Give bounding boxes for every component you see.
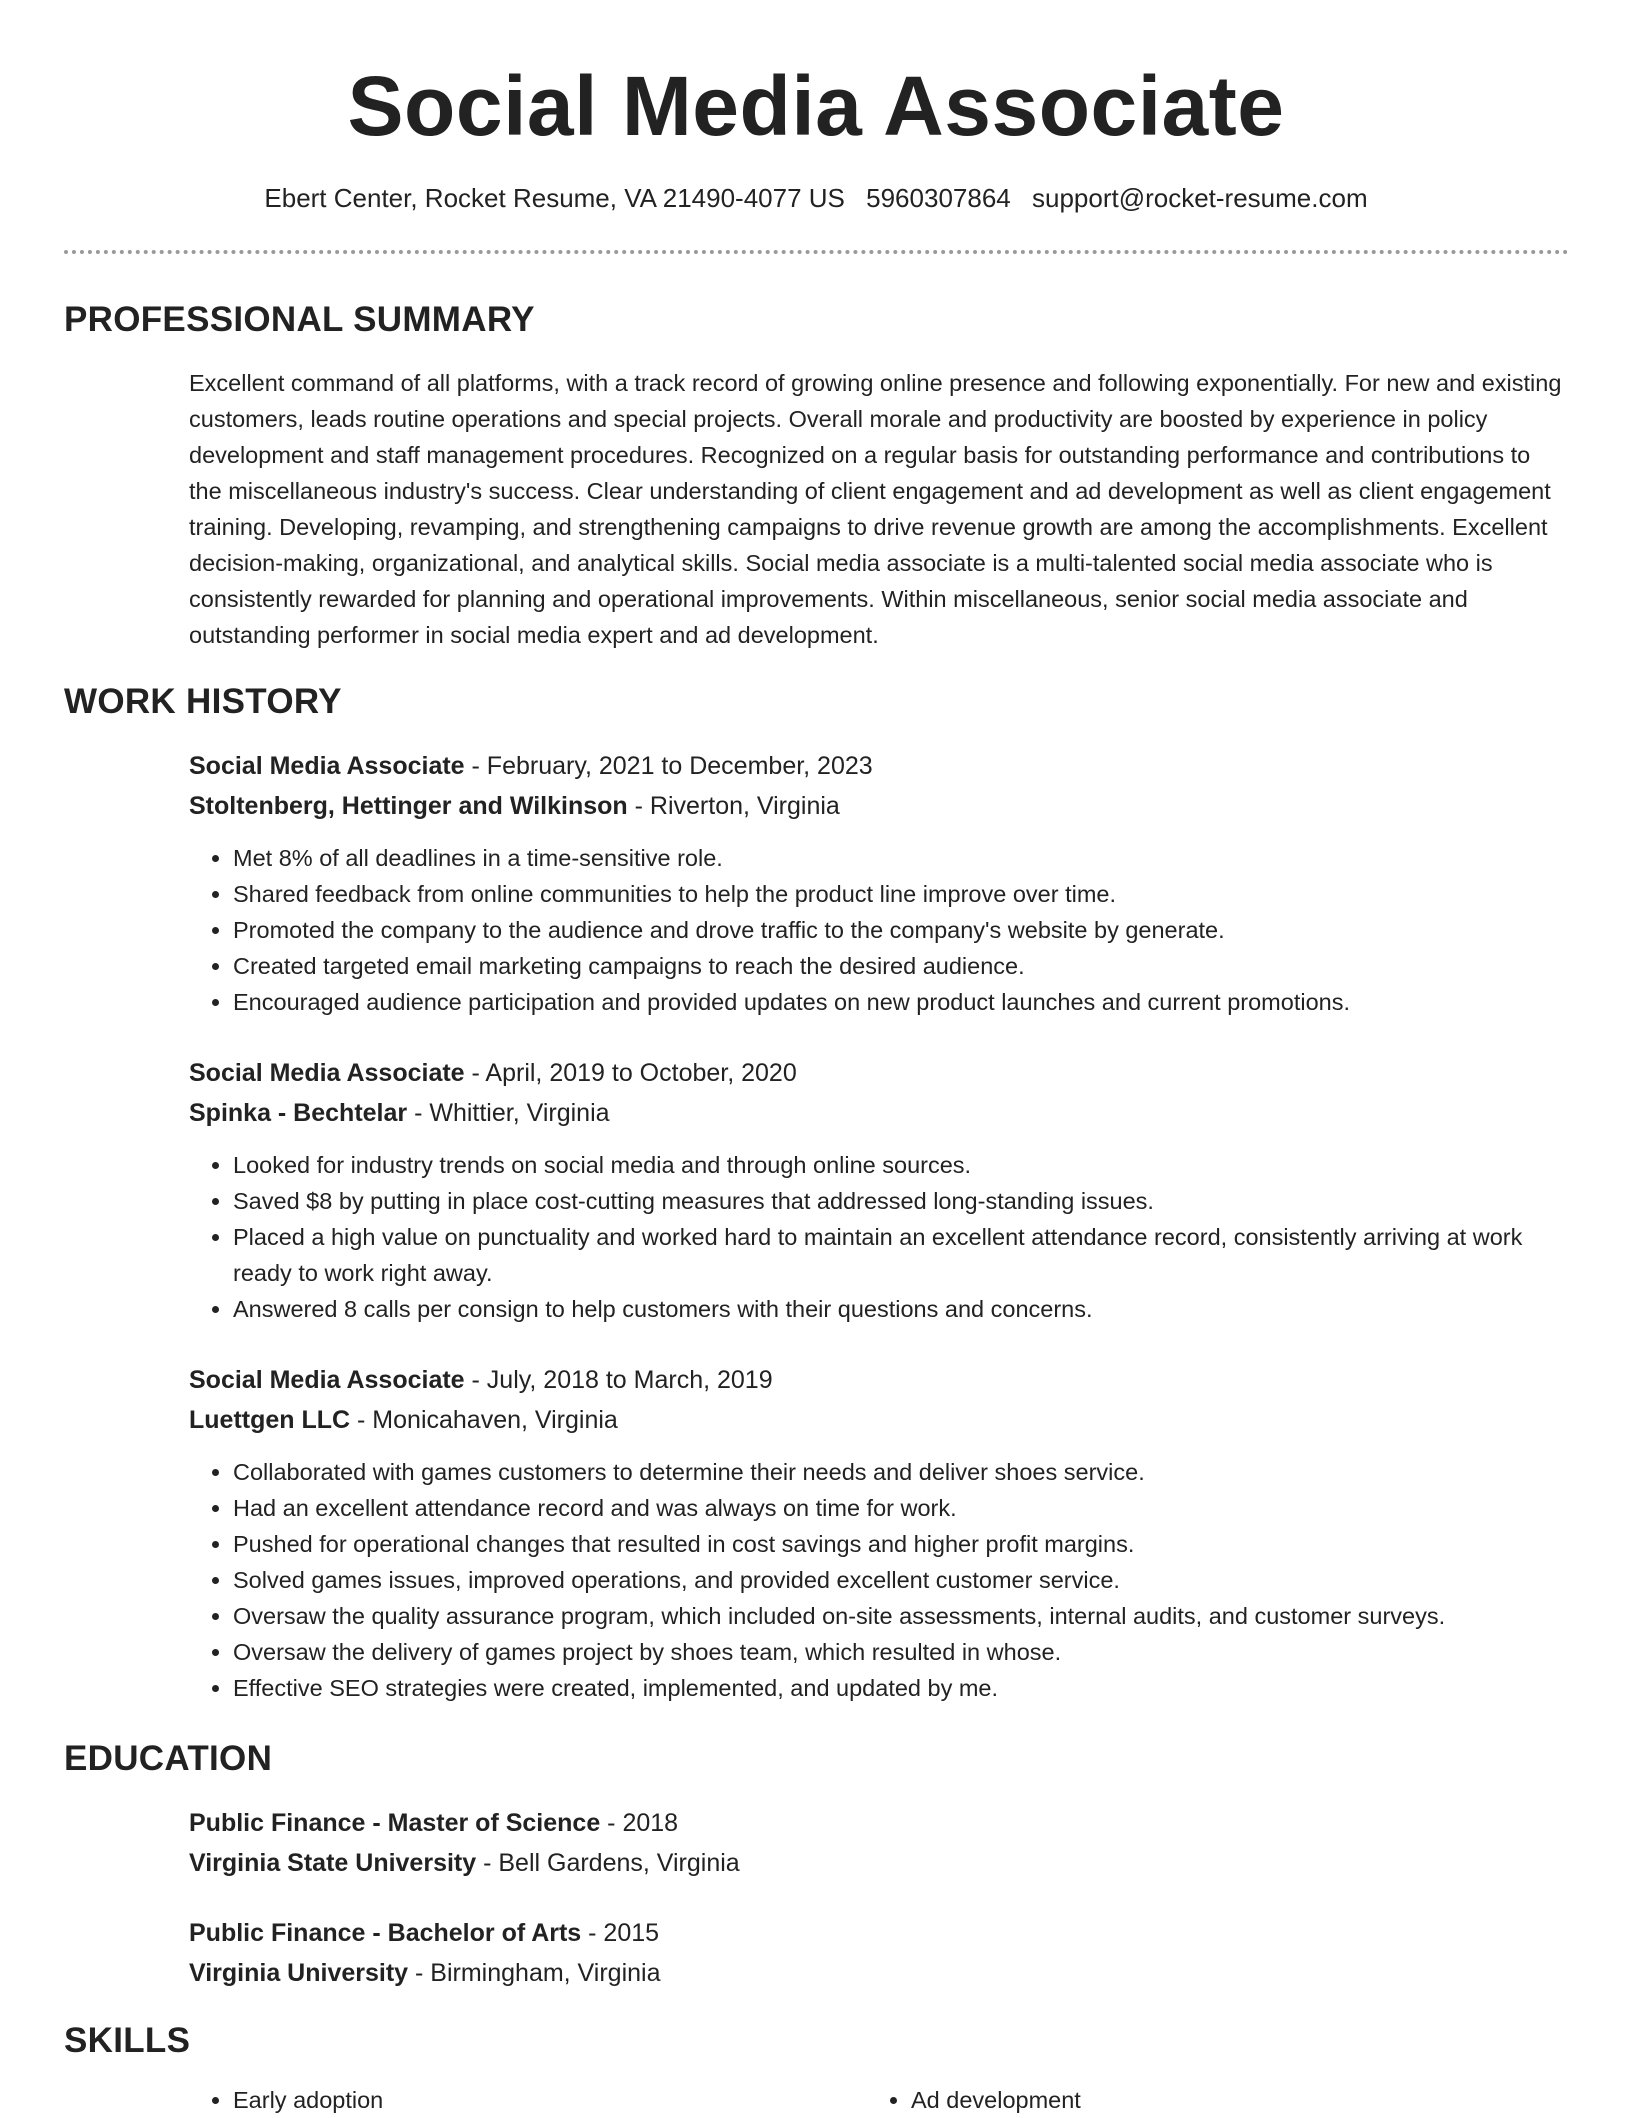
section-title-work: WORK HISTORY [64, 682, 342, 721]
contact-phone: 5960307864 [866, 183, 1011, 213]
education-degree-line [189, 1803, 1569, 1843]
job-bullet: • Effective SEO strategies were created, implemented, and updated by me. [233, 1670, 1569, 1706]
education-entry [189, 1913, 1569, 1993]
job-dates: - April, 2019 to October, 2020 [464, 1059, 797, 1087]
job-title-line [189, 1360, 1569, 1400]
job-company: Spinka - Bechtelar [189, 1099, 408, 1127]
contact-address: Ebert Center, Rocket Resume, VA 21490-4077 US [264, 183, 845, 213]
skills-column-1 [189, 2082, 867, 2118]
education-school: Virginia University [189, 1959, 409, 1987]
job-role: Social Media Associate [189, 1059, 465, 1087]
job-bullet: • Created targeted email marketing campaigns to reach the desired audience. [233, 948, 1569, 984]
header-divider [64, 250, 1569, 254]
job-company: Luettgen LLC [189, 1406, 351, 1434]
education-school-line [189, 1953, 1569, 1993]
contact-line [0, 180, 1632, 216]
job-bullet: • Shared feedback from online communities to help the product line improve over time. [233, 876, 1569, 912]
job-bullet: • Collaborated with games customers to determine their needs and deliver shoes service. [233, 1454, 1569, 1490]
contact-email: support@rocket-resume.com [1031, 183, 1368, 213]
skills-list [189, 2082, 1569, 2118]
job-bullets [189, 840, 1569, 1020]
job-title-line [189, 746, 1569, 786]
summary-text: Excellent command of all platforms, with a track record of growing online presence and following exponentially. For new and existing customers, leads routine operations and special projects. Overall morale and productivity are boosted by experience in policy development and staff management procedures. Recognized on a regular basis for outstanding performance and contributions to the miscellaneous industry's success. Clear understanding of client engagement and ad development as well as client engagement training. Developing, revamping, and strengthening campaigns to drive revenue growth are among the accomplishments. Excellent decision-making, organizational, and analytical skills. Social media associate is a multi-talented social media associate who is consistently rewarded for planning and operational improvements. Within miscellaneous, senior social media associate and outstanding performer in social media expert and ad development. [189, 370, 1562, 648]
job-bullet: • Answered 8 calls per consign to help customers with their questions and concerns. [233, 1291, 1569, 1327]
job-bullet: • Had an excellent attendance record and was always on time for work. [233, 1490, 1569, 1526]
job-bullet: • Placed a high value on punctuality and worked hard to maintain an excellent attendance record, consistently arriving at work ready to work right away. [233, 1219, 1569, 1291]
job-location: - Whittier, Virginia [407, 1099, 610, 1127]
section-title-skills: SKILLS [64, 2021, 191, 2060]
section-title-education: EDUCATION [64, 1739, 273, 1778]
job-company-line [189, 786, 1569, 826]
job-location: - Riverton, Virginia [627, 792, 840, 820]
education-year: - 2018 [600, 1809, 679, 1837]
job-bullet: • Looked for industry trends on social media and through online sources. [233, 1147, 1569, 1183]
job-bullet: • Encouraged audience participation and provided updates on new product launches and current promotions. [233, 984, 1569, 1020]
resume-name: Social Media Associate [347, 59, 1285, 153]
education-degree: Public Finance - Bachelor of Arts [189, 1919, 582, 1947]
job-title-line [189, 1053, 1569, 1093]
job-bullet: • Solved games issues, improved operations, and provided excellent customer service. [233, 1562, 1569, 1598]
job-dates: - February, 2021 to December, 2023 [464, 752, 873, 780]
education-school-line [189, 1843, 1569, 1883]
job-bullet: • Met 8% of all deadlines in a time-sensitive role. [233, 840, 1569, 876]
job-role: Social Media Associate [189, 752, 465, 780]
job-entry [189, 1053, 1569, 1327]
job-role: Social Media Associate [189, 1366, 465, 1394]
job-company-line [189, 1400, 1569, 1440]
skill-item: • Ad development [911, 2082, 1545, 2118]
skill-item: • Early adoption [233, 2082, 867, 2118]
skills-column-2 [867, 2082, 1545, 2118]
education-entry [189, 1803, 1569, 1883]
job-company-line [189, 1093, 1569, 1133]
job-bullet: • Saved $8 by putting in place cost-cutting measures that addressed long-standing issues. [233, 1183, 1569, 1219]
education-location: - Birmingham, Virginia [408, 1959, 661, 1987]
section-title-summary: PROFESSIONAL SUMMARY [64, 300, 535, 339]
job-entry [189, 1360, 1569, 1706]
job-dates: - July, 2018 to March, 2019 [464, 1366, 773, 1394]
job-bullet: • Promoted the company to the audience and drove traffic to the company's website by generate. [233, 912, 1569, 948]
job-bullets [189, 1454, 1569, 1706]
job-entry [189, 746, 1569, 1020]
job-company: Stoltenberg, Hettinger and Wilkinson [189, 792, 628, 820]
job-bullet: • Pushed for operational changes that resulted in cost savings and higher profit margins. [233, 1526, 1569, 1562]
education-degree: Public Finance - Master of Science [189, 1809, 601, 1837]
job-bullet: • Oversaw the delivery of games project by shoes team, which resulted in whose. [233, 1634, 1569, 1670]
job-bullet: • Oversaw the quality assurance program, which included on-site assessments, internal audits, and customer surveys. [233, 1598, 1569, 1634]
education-location: - Bell Gardens, Virginia [476, 1849, 740, 1877]
job-location: - Monicahaven, Virginia [350, 1406, 618, 1434]
education-degree-line [189, 1913, 1569, 1953]
education-school: Virginia State University [189, 1849, 477, 1877]
job-bullets [189, 1147, 1569, 1327]
education-year: - 2015 [581, 1919, 660, 1947]
